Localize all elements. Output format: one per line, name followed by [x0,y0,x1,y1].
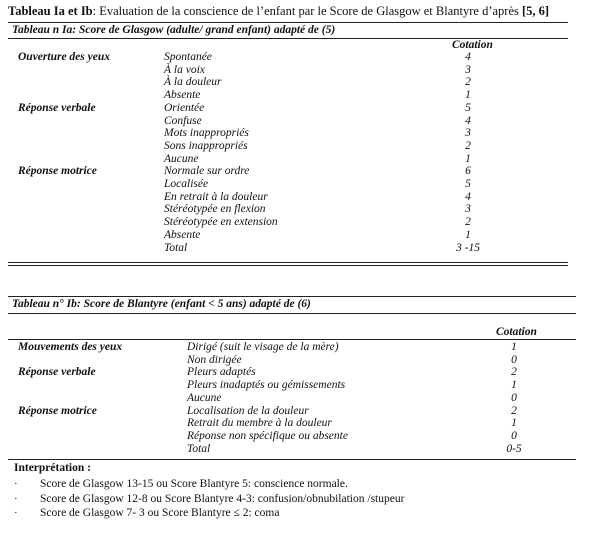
row-item: Confuse [164,114,202,127]
table-a-caption: Tableau n Ia: Score de Glasgow (adulte/ grand enfant) adapté de (5) [12,24,336,36]
row-item: Aucune [187,391,222,404]
row-value: 1 [511,341,517,353]
row-item: Aucune [164,152,199,165]
row-item: À la voix [164,63,205,76]
interpretation-item: Score de Glasgow 13-15 ou Score Blantyre 5: conscience normale. [40,478,348,490]
row-value: 3 [465,63,471,76]
bullet-dot: · [14,492,18,505]
row-value: 2 [465,76,471,89]
row-value: 3 -15 [456,241,480,254]
row-item: Spontanée [164,51,212,63]
section-label: Réponse verbale [18,366,96,379]
row-item: Orientée [164,101,205,114]
section-label: Mouvements des yeux [18,341,123,353]
table-a-header: Cotation [452,39,493,51]
table-b-bottom-rule [8,459,576,460]
table-b-header: Cotation [496,326,537,338]
row-item: Absente [164,228,201,241]
row-value: 3 [465,203,471,216]
row-value: 2 [511,404,517,417]
row-value: 2 [511,366,517,379]
bullet-dot: · [14,507,18,519]
row-item: Réponse non spécifique ou absente [187,429,348,442]
row-value: 0 [511,353,517,366]
row-item: Localisation de la douleur [187,404,309,417]
row-value: 4 [465,51,471,63]
table-b-caption-rule [8,313,576,314]
row-item: Sons inappropriés [164,139,248,152]
bullet-dot: · [14,478,18,490]
row-value: 1 [511,379,517,392]
row-item: Non dirigée [187,353,242,366]
title-refs: [5, 6] [521,4,550,18]
section-label: Ouverture des yeux [18,51,110,63]
title-bold: Tableau Ia et Ib [8,4,93,18]
table-a-bottom-rule-2 [8,265,568,266]
row-item: Stéréotypée en extension [164,216,278,229]
row-value: 2 [465,216,471,229]
row-item: Total [187,442,211,455]
section-label: Réponse motrice [18,404,97,417]
row-item: Stéréotypée en flexion [164,203,266,216]
row-value: 6 [465,165,471,178]
row-item: À la douleur [164,76,222,89]
row-value: 5 [465,178,471,190]
interpretation-item: Score de Glasgow 12-8 ou Score Blantyre 4-3: confusion/obnubilation /stupeur [40,492,405,505]
interpretation-title: Interprétation : [14,462,91,474]
row-item: Normale sur ordre [164,165,250,178]
title-text: : Evaluation de la conscience de l’enfant par le Score de Glasgow et Blantyre d’après [92,4,522,18]
row-item: Dirigé (suit le visage de la mère) [187,341,339,353]
row-value: 1 [465,152,471,165]
row-item: Retrait du membre à la douleur [187,417,332,430]
row-value: 2 [465,139,471,152]
row-value: 1 [465,228,471,241]
row-value: 4 [465,190,471,203]
section-label: Réponse motrice [18,165,97,178]
row-value: 1 [511,417,517,430]
row-value: 3 [465,127,471,140]
row-item: Mots inappropriés [164,127,249,140]
row-item: Pleurs inadaptés ou gémissements [187,379,346,392]
table-b-header-rule [8,339,576,340]
interpretation-item: Score de Glasgow 7- 3 ou Score Blantyre ≤ 2: coma [40,507,280,519]
row-value: 5 [465,101,471,114]
row-item: En retrait à la douleur [164,190,268,203]
table-a-top-rule [8,22,568,23]
table-b-caption: Tableau n° Ib: Score de Blantyre (enfant < 5 ans) adapté de (6) [12,298,311,310]
section-label: Réponse verbale [18,101,96,114]
row-item: Localisée [164,178,209,190]
row-item: Absente [164,89,201,102]
table-a-bottom-rule [8,262,568,263]
row-item: Total [164,241,188,254]
row-value: 4 [465,114,471,127]
row-value: 0 [511,391,517,404]
row-item: Pleurs adaptés [187,366,256,379]
table-b-top-rule [8,296,576,297]
page-title [8,4,549,19]
row-value: 0 [511,429,517,442]
row-value: 0-5 [506,442,522,455]
row-value: 1 [465,89,471,102]
